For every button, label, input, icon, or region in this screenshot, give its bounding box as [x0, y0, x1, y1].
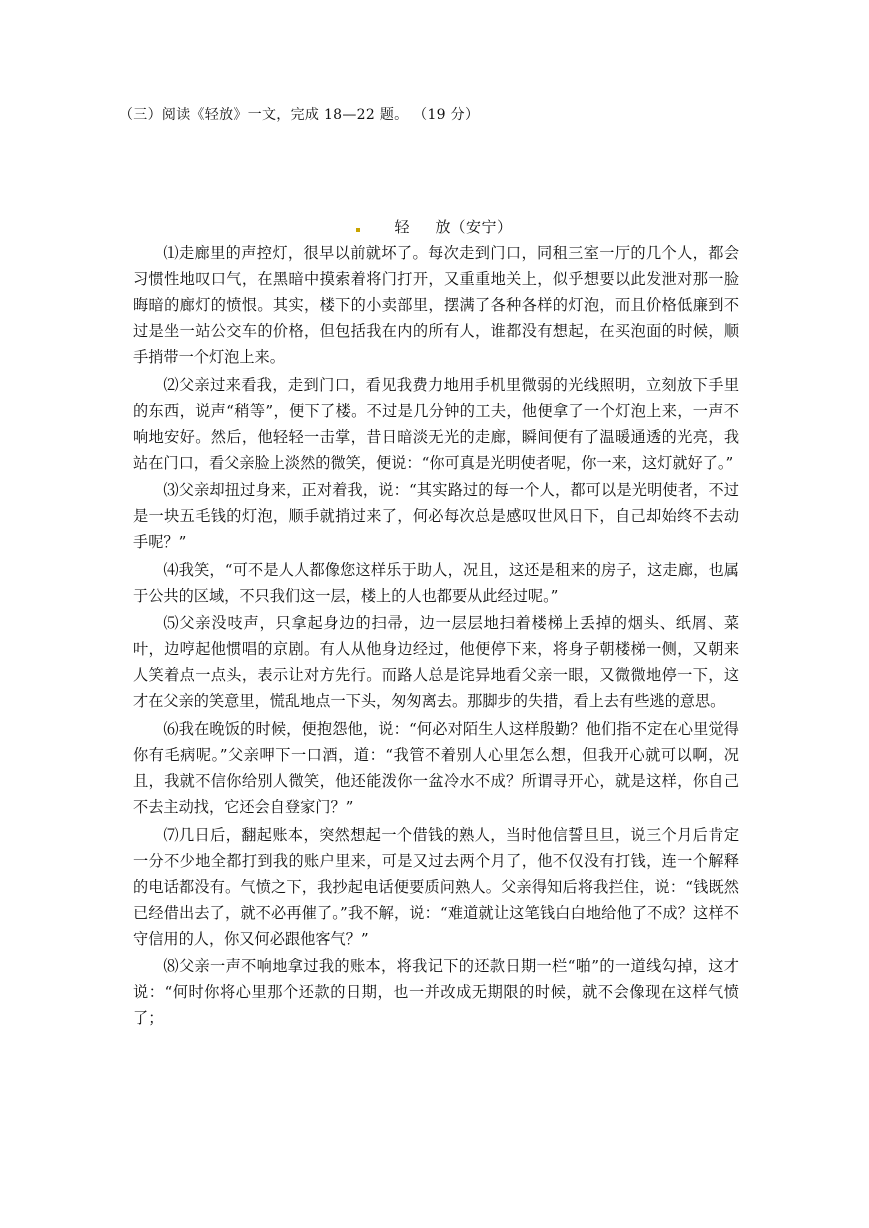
title-char-2: 放 [435, 218, 451, 236]
title-char-1: 轻 [394, 218, 410, 236]
bullet-dot-icon [356, 228, 360, 232]
paragraph-2: ⑵父亲过来看我，走到门口，看见我费力地用手机里微弱的光线照明，立刻放下手里的东西，说声“稍等”，便下了楼。不过是几分钟的工夫，他便拿了一个灯泡上来，一声不响地安好。然后，他轻轻一击掌，昔日暗淡无光的走廊，瞬间便有了温暖通透的光亮，我站在门口，看父亲脸上淡然的微笑，便说：“你可真是光明使者呢，你一来，这灯就好了。” [133, 375, 739, 472]
paragraph-6: ⑹我在晚饭的时候，便抱怨他，说：“何必对陌生人这样殷勤？他们指不定在心里觉得你有毛病呢。”父亲呷下一口酒，道：“我管不着别人心里怎么想，但我开心就可以啊，况且，我就不信你给别人微笑，他还能泼你一盆冷水不成？所谓寻开心，就是这样，你自己不去主动找，它还会自登家门？” [133, 719, 739, 816]
paragraph-1: ⑴走廊里的声控灯，很早以前就坏了。每次走到门口，同租三室一厅的几个人，都会习惯性地叹口气，在黑暗中摸索着将门打开，又重重地关上，似乎想要以此发泄对那一脸晦暗的廊灯的愤恨。其实，楼下的小卖部里，摆满了各种各样的灯泡，而且价格低廉到不过是坐一站公交车的价格，但包括我在内的所有人，谁都没有想起，在买泡面的时候，顺手捎带一个灯泡上来。 [133, 244, 739, 366]
paragraph-8: ⑻父亲一声不响地拿过我的账本，将我记下的还款日期一栏“啪”的一道线勾掉，这才说：“何时你将心里那个还款的日期，也一并改成无期限的时候，就不会像现在这样气愤了； [133, 957, 739, 1028]
paragraph-4: ⑷我笑，“可不是人人都像您这样乐于助人，况且，这还是租来的房子，这走廊，也属于公共的区域，不只我们这一层，楼上的人也都要从此经过呢。” [133, 560, 739, 605]
article-author: （安宁） [450, 218, 513, 236]
paragraph-5: ⑸父亲没吱声，只拿起身边的扫帚，边一层层地扫着楼梯上丢掉的烟头、纸屑、菜叶，边哼起他惯唱的京剧。有人从他身边经过，他便停下来，将身子朝楼梯一侧，又朝来人笑着点一点头，表示让对方先行。而路人总是诧异地看父亲一眼，又微微地停一下，这才在父亲的笑意里，慌乱地点一下头，匆匆离去。那脚步的失措，看上去有些逃的意思。 [133, 614, 739, 711]
paragraph-7: ⑺几日后，翻起账本，突然想起一个借钱的熟人，当时他信誓旦旦，说三个月后肯定一分不少地全都打到我的账户里来，可是又过去两个月了，他不仅没有打钱，连一个解释的电话都没有。气愤之下，我抄起电话便要质问熟人。父亲得知后将我拦住，说：“钱既然已经借出去了，就不必再催了。”我不解，说：“难道就让这笔钱白白地给他了不成？这样不守信用的人，你又何必跟他客气？” [133, 825, 739, 948]
article-title [0, 216, 869, 237]
section-heading: （三）阅读《轻放》一文，完成 18—22 题。 （19 分） [119, 107, 480, 123]
article-body [133, 240, 739, 1033]
paragraph-3: ⑶父亲却扭过身来，正对着我，说：“其实路过的每一个人，都可以是光明使者，不过是一块五毛钱的灯泡，顺手就捎过来了，何必每次总是感叹世风日下，自己却始终不去动手呢？” [133, 481, 739, 552]
